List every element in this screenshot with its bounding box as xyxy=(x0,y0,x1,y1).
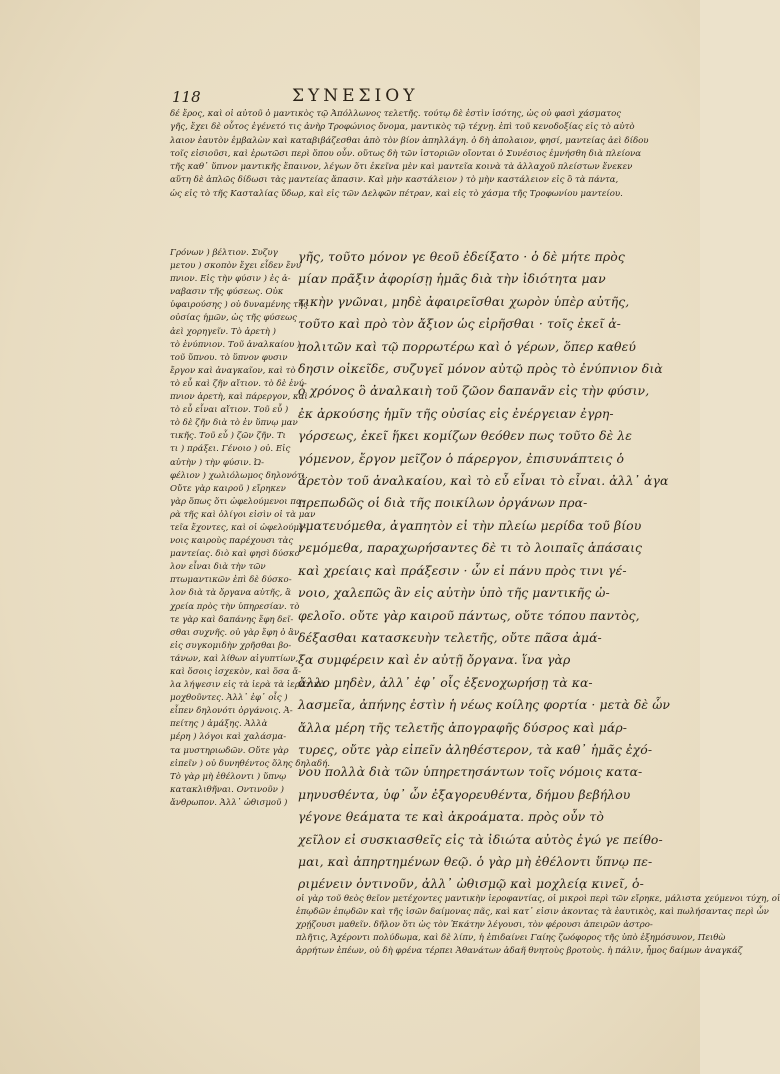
margin-note-line: τι ) πράξει. Γένοιο ) οὐ. Εἰς xyxy=(170,444,291,455)
text-line: νοιο, χαλεπῶς ἂν εἰς αὐτὴν ὑπὸ τῆς μαντικῆς ὠ- xyxy=(298,585,610,601)
margin-note-line: κατακλιθῆναι. Οντινοῦν ) xyxy=(170,784,284,795)
text-line: ριμένειν ὁντινοῦν, ἀλλ᾽ ὠθισμῷ καὶ μοχλείᾳ κινεῖ, ὁ- xyxy=(298,876,644,892)
margin-note-line: τὸ ἐνύπνιον. Τοῦ ἀναλκαίου ) xyxy=(170,339,301,350)
text-line: μαι, καὶ ἀπηρτημένων θεῷ. ὁ γὰρ μὴ ἐθέλοντι ὕπνῳ πε- xyxy=(298,853,653,869)
text-line: μηνυσθέντα, ὑφ᾽ ὧν ἐξαγορευθέντα, δήμου βεβήλου xyxy=(298,786,631,802)
scholia-line: τῆς καθ᾽ ὕπνον μαντικῆς ἔπαινον, λέγων ὅτι ἐκεῖνα μὲν καὶ μαντεῖα κοινὰ τὰ ἀλλαχοῦ πλείστων ἕνεκεν xyxy=(170,162,633,173)
margin-note-line: τὸ εὖ εἶναι αἴτιον. Τοῦ εὖ ) xyxy=(170,405,289,416)
text-line: τικὴν γνῶναι, μηδὲ ἀφαιρεῖσθαι χωρὸν ὑπὲρ αὐτῆς, xyxy=(298,293,630,309)
margin-note-line: τεῖα ἔχοντες, καὶ οἱ ὠφελούμε- xyxy=(170,522,307,533)
scholia-line: πλῆτις, Ἀχέροντι πολύδωμα, καὶ δὲ λίπν, ἡ ἐπιδαίνει Γαίης ζωόφορος τῆς ὑπὸ ἐξημόσυνον, Πειθὼ xyxy=(296,933,726,943)
margin-note-line: καὶ ὅσοις ἰσχεκὸν, καὶ ὅσα ἄ- xyxy=(170,667,302,677)
margin-note-line: μαντείας. διὸ καὶ φησὶ δύσκο xyxy=(170,549,300,560)
margin-note-line: Γρόνων ) βέλτιον. Συζυγ xyxy=(170,248,278,258)
text-line: δησιν οἰκεῖδε, συζυγεῖ μόνον αὐτῷ πρὸς τὸ ἐνύπνιον διὰ xyxy=(298,361,663,377)
margin-note-line: λον εἶναι διὰ τὴν τῶν xyxy=(170,562,266,573)
scholia-line: λαιον ἑαυτὸν ἐμβαλὼν καὶ καταβιβάζεσθαι ἀπὸ τὸν βίον ἀπηλλάγη. ὁ δὴ ἀπολαιον, φησί, μαντείας ἀεὶ δίδου xyxy=(170,135,649,146)
margin-note-line: χρεία πρὸς τὴν ὑπηρεσίαν. τὸ xyxy=(170,601,300,612)
margin-note-line: φέλιον ) χωλιόλωμος δηλονότι. xyxy=(170,470,308,481)
text-line: δέξασθαι κατασκευὴν τελετῆς, οὔτε πᾶσα ἀμά- xyxy=(298,629,602,645)
margin-note-line: εἰπεῖν ) οὐ δυνηθέντος ὅλης δηλαδή. xyxy=(170,758,330,769)
margin-note-line: λον διὰ τὰ ὄργανα αὐτῆς, ἃ xyxy=(170,588,291,599)
text-line: ξα συμφέρειν καὶ ἐν αὐτῇ ὄργανα. ἵνα γὰρ xyxy=(298,652,571,668)
text-line: ὁ χρόνος ὃ ἀναλκαιὴ τοῦ ζῶον δαπανᾶν εἰς τὴν φύσιν, xyxy=(298,383,650,399)
margin-note-line: μετου ) σκοπὸν ἔχει εἶδεν ἔνυ xyxy=(170,261,301,272)
text-line: ἐκ ἀρκούσης ἡμῖν τῆς οὐσίας εἰς ἐνέργειαν ἐγρη- xyxy=(298,405,614,421)
text-line: τοῦτο καὶ πρὸ τὸν ἄξιον ὡς εἰρῆσθαι · τοῖς ἐκεῖ ἀ- xyxy=(298,316,621,332)
text-line: γέγονε θεάματα τε καὶ ἀκροάματα. πρὸς οὖν τὸ xyxy=(298,809,604,825)
text-line: ἀρετὸν τοῦ ἀναλκαίου, καὶ τὸ εὖ εἶναι τὸ εἶναι. ἀλλ᾽ ἀγα xyxy=(298,473,669,489)
scholia-line: ἀρρήτων ἐπέων, οὐ δὴ φρένα τέρπει Ἀθανάτων ἀδαῆ θνητοὺς βροτοὺς. ἡ πάλιν, ἦμος δαίμων ἀναγκάζ xyxy=(296,946,743,956)
text-line: ἄλλα μέρη τῆς τελετῆς ἀπογραφῆς δύσρος καὶ μάρ- xyxy=(298,719,628,735)
margin-note-line: μοχθοῦντες. Ἀλλ᾽ ἐφ᾽ οἷς ) xyxy=(170,693,288,704)
scholia-line: ἐπῳδῶν ἐπῳδῶν καὶ τῆς ἰσῶν δαίμονας πᾶς, καὶ κατ᾽ εἰσιν ἀκοντας τὰ ἑαυτικὸς, καὶ πωλήσαντας περὶ ὧν xyxy=(296,907,769,917)
text-line: χεῖλον εἰ συσκιασθεῖς εἰς τὰ ἰδιώτα αὐτὸς ἐγώ γε πείθο- xyxy=(298,831,663,847)
margin-note-line: ὑφαιρούσης ) οὐ δυναμένης τῆς xyxy=(170,300,308,311)
margin-note-line: Οὔτε γὰρ καιροῦ ) εἴρηκεν xyxy=(170,483,286,494)
text-line: πρεπωδῶς οἱ διὰ τῆς ποικίλων ὀργάνων πρα- xyxy=(298,495,588,511)
margin-note-line: τοῦ ὕπνου. τὸ ὕπνον φυσιν xyxy=(170,352,288,363)
text-line: γόμενον, ἔργον μεῖζον ὁ πάρεργον, ἐπισυνάπτεις ὁ xyxy=(298,450,625,466)
text-line: πολιτῶν καὶ τῷ πορρωτέρω καὶ ὁ γέρων, ὅπερ καθεύ xyxy=(298,338,636,354)
text-line: καὶ χρείαις καὶ πράξεσιν · ὧν εἰ πάνυ πρὸς τινι γέ- xyxy=(298,562,627,578)
scholia-line: ὡς εἰς τὸ τῆς Κασταλίας ὕδωρ, καὶ εἰς τῶν Δελφῶν πέτραν, καὶ εἰς τὸ χάσμα τῆς Τροφωνίου μαντείου. xyxy=(170,188,623,199)
text-line: νεμόμεθα, παραχωρήσαντες δὲ τι τὸ λοιπαῖς ἁπάσαις xyxy=(298,540,643,556)
text-line: γόρσεως, ἐκεῖ ἥκει κομίζων θεόθεν πως τοῦτο δὲ λε xyxy=(298,428,633,444)
page-header xyxy=(0,86,700,108)
scholia-top xyxy=(170,108,649,201)
margin-note-line: τὸ δὲ ζῆν διὰ τὸ ἐν ὕπνῳ μαν xyxy=(170,418,298,429)
text-line: ἄλλο μηδὲν, ἀλλ᾽ ἐφ᾽ οἷς ἐξενοχωρήσῃ τὰ κα- xyxy=(298,674,593,690)
margin-note-line: μέρη ) λόγοι καὶ χαλάσμα- xyxy=(170,732,287,743)
margin-note-line: ἄνθρωπον. Ἀλλ᾽ ὠθισμοῦ ) xyxy=(170,797,288,808)
text-line: μίαν πρᾶξιν ἀφορίσῃ ἡμᾶς διὰ τὴν ἰδιότητα μαν xyxy=(298,271,606,287)
margin-note-line: εἰς συγκομιδὴν χρῆσθαι βο- xyxy=(170,640,292,651)
scholia-line: αὕτη δὲ ἁπλῶς δίδωσι τὰς μαντείας ἅπασιν. Καὶ μὴν καστάλειον ) τὸ μὴν καστάλειον εἰς ὃ τὰ πάντα, xyxy=(170,175,619,186)
margin-notes xyxy=(170,247,330,810)
text-line: γῆς, τοῦτο μόνον γε θεοῦ ἐδείξατο · ὁ δὲ μήτε πρὸς xyxy=(298,249,625,264)
scholia-line: δέ ἔρος, καὶ οἱ αὐτοῦ ὁ μαντικὸς τῷ Ἀπόλλωνος τελετῆς. τούτῳ δὲ ἐστὶν ἰσότης, ὡς οὐ φασὶ χάσματος xyxy=(170,109,622,119)
scholia-line: τοῖς εἰσιοῦσι, καὶ ἐρωτῶσι περὶ ὅπου οὖν. οὕτως δὴ τῶν ἱστοριῶν οἴονται ὁ Συνέσιος ἐμνήσθη διὰ πλείονα xyxy=(170,148,642,159)
margin-note-line: πνιον ἀρετὴ, καὶ πάρεργον, καὶ xyxy=(170,392,308,403)
margin-note-line: τὸ εὖ καὶ ζῆν αἴτιον. τὸ δὲ ἐνύ- xyxy=(170,378,307,389)
margin-note-line: τάνων, καὶ λίθων αἰγυπτίων, xyxy=(170,653,299,664)
margin-note-line: λα λήψεσιν εἰς τὰ ἱερὰ τὰ ἱερατικὰ xyxy=(170,680,326,691)
scholia-line: οἱ γὰρ τοῦ θεὸς θεῖον μετέχοντες μαντικὴν ἱεροφαντίας, οἱ μικροὶ περὶ τῶν εἴρηκε, μάλιστα χεύμενοι τύχη, οἱ xyxy=(296,894,780,904)
margin-note-line: ἀεὶ χορηγεῖν. Τὸ ἀρετὴ ) xyxy=(170,326,276,337)
margin-note-line: σθαι συχνῆς. οὐ γὰρ ἔφη ὁ ἂν xyxy=(170,627,300,638)
main-text xyxy=(298,246,671,896)
margin-note-line: ρὰ τῆς καὶ ὀλίγοι εἰσὶν οἱ τὰ μαν xyxy=(170,509,316,520)
margin-note-line: ναβασιν τῆς φύσεως. Οὐκ xyxy=(170,287,284,298)
margin-note-line: οὐσίας ἡμῶν, ὡς τῆς φύσεως xyxy=(170,313,297,324)
margin-note-line: Τὸ γὰρ μὴ ἐθέλοντι ) ὕπνῳ xyxy=(170,771,287,782)
text-line: λασμεῖα, ἀπήνης ἐστὶν ἡ νέως κοίλης φορτία · μετὰ δὲ ὧν xyxy=(298,697,671,713)
margin-note-line: πνιον. Εἰς τὴν φύσιν ) ἐς ἀ- xyxy=(170,274,291,285)
text-line: γματευόμεθα, ἀγαπητὸν εἰ τὴν πλείω μερίδα τοῦ βίου xyxy=(298,517,642,533)
scholia-line: γῆς, ἔχει δὲ οὗτος ἐγένετό τις ἀνὴρ Τροφώνιος ὄνομα, μαντικὸς τῷ τέχνῃ. ἐπὶ τοῦ κενοδοξίας εἰς τὸ αὐτὸ xyxy=(170,122,635,133)
text-line: φελοῖο. οὔτε γὰρ καιροῦ πάντως, οὔτε τόπου παντὸς, xyxy=(298,607,640,623)
scholia-line: χρῄζουσι μαθεῖν. δῆλον ὅτι ὡς τὸν Ἑκάτην λέγουσι, τὸν φέρουσι ἀπειρῶν ἀστρο- xyxy=(296,920,653,930)
margin-note-line: αὐτὴν ) τὴν φύσιν. Ὠ- xyxy=(170,457,265,468)
margin-note-line: τε γὰρ καὶ δαπάνης ἔφη δεῖ- xyxy=(170,614,294,625)
margin-note-line: ἔργον καὶ ἀναγκαῖον, καὶ τὸ xyxy=(170,365,296,376)
margin-note-line: πείτης ) ἀμάξης. Ἀλλὰ xyxy=(170,719,268,730)
text-line: τυρες, οὔτε γὰρ εἰπεῖν ἀληθέστερον, τὰ καθ᾽ ἡμᾶς ἐχό- xyxy=(298,741,653,757)
margin-note-line: πτωμαντικῶν ἐπὶ δὲ δύσκο- xyxy=(170,575,292,586)
margin-note-line: γὰρ ὅπως ὅτι ὠφελούμενοι πα- xyxy=(170,496,305,507)
margin-note-line: εἶπεν δηλονότι ὀργάνοις. Ἀ- xyxy=(170,706,293,717)
margin-note-line: τικῆς. Τοῦ εὖ ) ζῶν ζῆν. Τι xyxy=(170,431,286,442)
running-head: ΣΥΝΕΣΙΟΥ xyxy=(292,86,419,106)
page-number: 118 xyxy=(172,88,201,106)
margin-note-line: τα μυστηριωδῶν. Οὔτε γὰρ xyxy=(170,745,289,756)
text-line: νου πολλὰ διὰ τῶν ὑπηρετησάντων τοῖς νόμοις κατα- xyxy=(298,764,643,780)
margin-note-line: νοις καιροὺς παρέχουσι τὰς xyxy=(170,536,294,547)
scholia-bottom xyxy=(296,893,780,958)
